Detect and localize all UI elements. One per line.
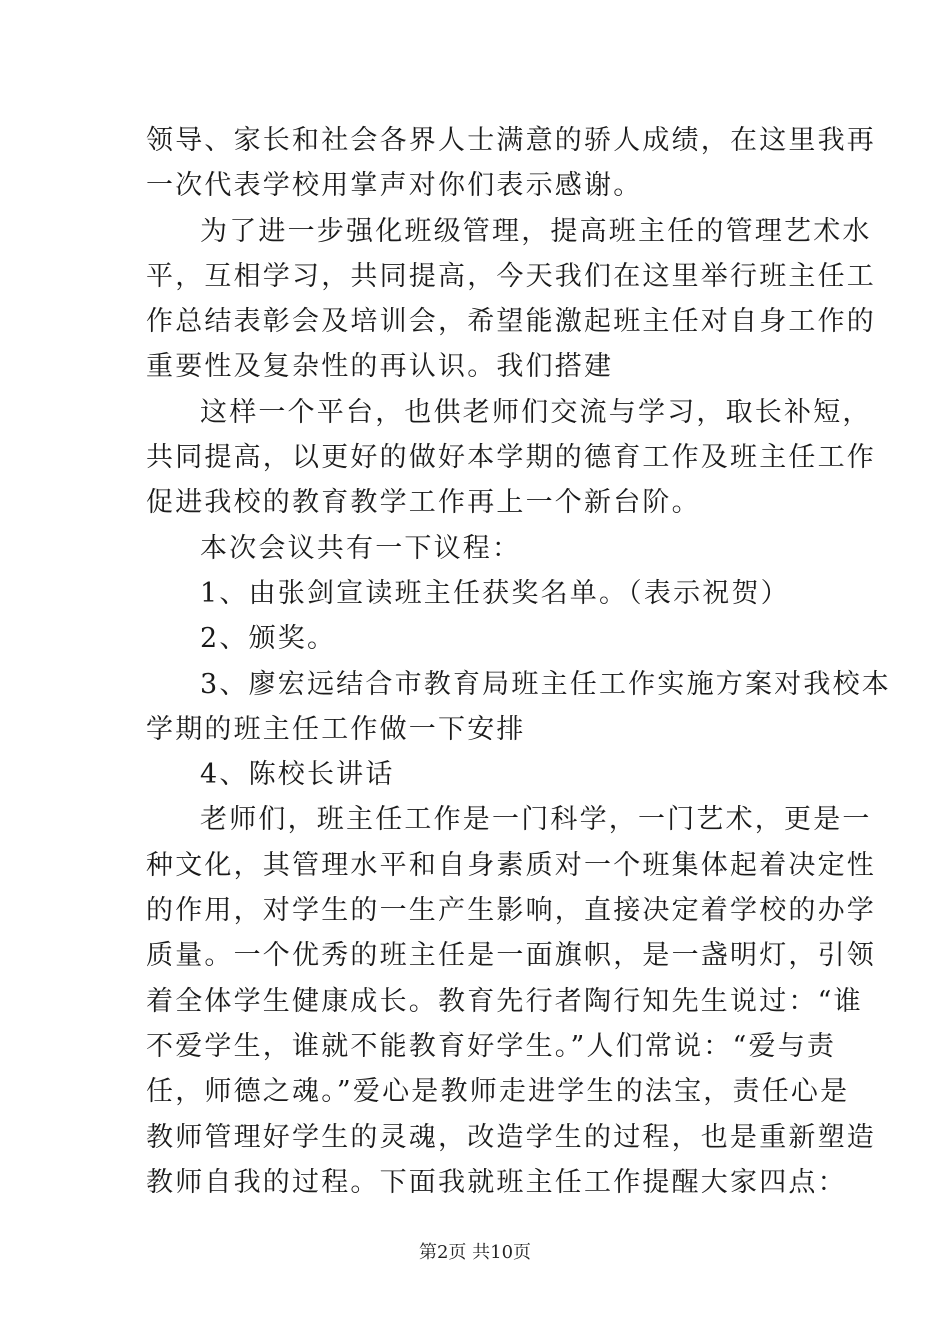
text-line: 共同提高，以更好的做好本学期的德育工作及班主任工作 (146, 442, 876, 474)
text-line: 促进我校的教育教学工作再上一个新台阶。 (146, 487, 701, 519)
text-line: 教师管理好学生的灵魂，改造学生的过程，也是重新塑造 (146, 1121, 876, 1153)
text-line: 一次代表学校用掌声对你们表示感谢。 (146, 170, 643, 202)
text-line: 任，师德之魂。”爱心是教师走进学生的法宝，责任心是 (146, 1076, 850, 1108)
text-line: 为了进一步强化班级管理，提高班主任的管理艺术水 (200, 215, 872, 247)
text-line: 老师们，班主任工作是一门科学，一门艺术，更是一 (200, 804, 872, 836)
text-line: 这样一个平台，也供老师们交流与学习，取长补短， (200, 396, 872, 428)
text-line: 4、陈校长讲话 (200, 759, 395, 791)
text-line: 种文化，其管理水平和自身素质对一个班集体起着决定性 (146, 849, 876, 881)
text-line: 2、颁奖。 (200, 623, 337, 655)
text-line: 着全体学生健康成长。教育先行者陶行知先生说过：“谁 (146, 985, 863, 1017)
document-body (146, 118, 891, 1205)
text-line: 3、廖宏远结合市教育局班主任工作实施方案对我校本 (200, 668, 891, 700)
text-line: 重要性及复杂性的再认识。我们搭建 (146, 351, 614, 383)
text-line: 的作用，对学生的一生产生影响，直接决定着学校的办学 (146, 895, 876, 927)
text-line: 不爱学生，谁就不能教育好学生。”人们常说：“爱与责 (146, 1030, 837, 1062)
text-line: 教师自我的过程。下面我就班主任工作提醒大家四点： (146, 1166, 847, 1198)
text-line: 领导、家长和社会各界人士满意的骄人成绩，在这里我再 (146, 125, 876, 156)
text-line: 作总结表彰会及培训会，希望能激起班主任对自身工作的 (146, 306, 876, 338)
text-line: 质量。一个优秀的班主任是一面旗帜，是一盏明灯，引领 (146, 940, 876, 972)
page-footer: 第2页 共10页 (418, 1242, 532, 1263)
text-line: 1、由张剑宣读班主任获奖名单。（表示祝贺） (200, 577, 790, 609)
text-line: 平，互相学习，共同提高，今天我们在这里举行班主任工 (146, 260, 876, 292)
text-line: 本次会议共有一下议程： (200, 532, 522, 564)
text-line: 学期的班主任工作做一下安排 (146, 713, 526, 745)
